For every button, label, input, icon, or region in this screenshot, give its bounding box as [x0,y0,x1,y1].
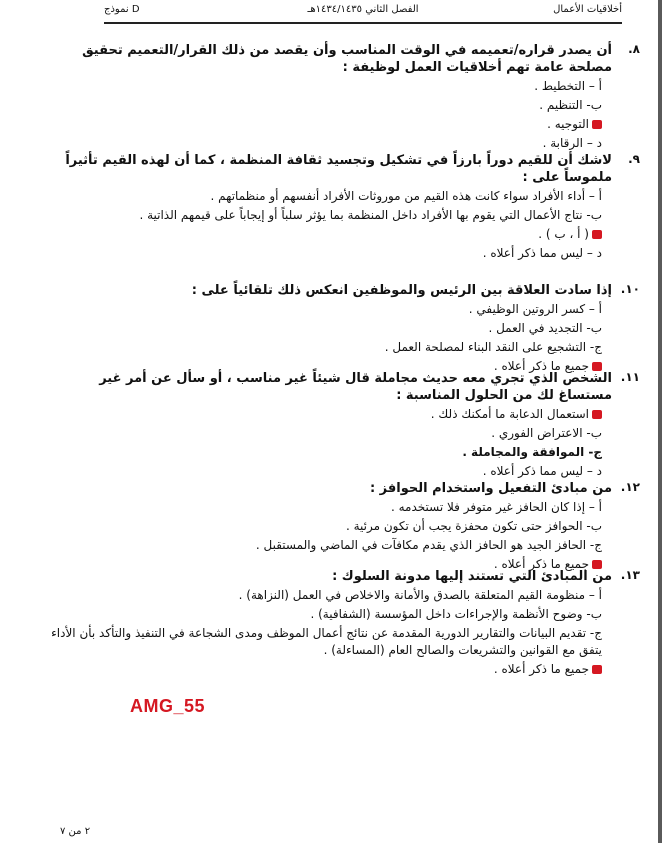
uploader-stamp: AMG_55 [130,696,206,716]
option-d[interactable] [50,135,602,152]
option-text: جميع ما ذكر أعلاه . [493,662,589,676]
option-text: ب- التنظيم . [539,98,602,112]
option-text: أ – أداء الأفراد سواء كانت هذه القيم من موروثات الأفراد أنفسهم أو منظماتهم . [210,189,602,203]
answer-marker-icon [592,665,602,674]
option-b[interactable] [50,425,602,442]
question-number: .١٢ [620,480,640,494]
option-c[interactable] [50,116,602,133]
option-b[interactable] [50,207,602,224]
option-c[interactable] [50,339,602,356]
question-stem: لاشك أن للقيم دوراً بارزاً في تشكيل وتجسيد ثقافة المنظمة ، كما أن لهذه القيم تأثيراً ملموساً على : [65,153,612,185]
question-stem: أن يصدر قراره/تعميمه في الوقت المناسب وأن يقصد من ذلك القرار/التعميم تحقيق مصلحة عامة تهم أخلاقيات العمل لوظيفة : [82,43,612,75]
option-a[interactable] [50,188,602,205]
page-number: ٢ من ٧ [60,826,91,837]
option-c[interactable] [50,226,602,243]
option-text: د – ليس مما ذكر أعلاه . [482,246,602,260]
question-number: .١٠ [620,282,640,296]
option-a[interactable] [50,587,602,604]
option-text: جميع ما ذكر أعلاه . [493,557,589,571]
question-number: .١٣ [620,568,640,582]
option-b[interactable] [50,518,602,535]
term-label: الفصل الثاني ١٤٣٤/١٤٣٥هـ [307,4,419,15]
option-text: أ – التخطيط . [534,79,602,93]
course-title: أخلاقيات الأعمال [553,4,622,15]
options-list [50,587,602,678]
option-a[interactable] [50,406,602,423]
option-text: ب- الحوافز حتى تكون محفزة يجب أن تكون مرئية . [345,519,602,533]
options-list [50,78,602,152]
option-text: ( أ ، ب ) . [538,227,589,241]
question-9 [50,152,640,264]
options-list [50,301,602,375]
page-edge [658,0,662,843]
options-list [50,406,602,480]
option-a[interactable] [50,301,602,318]
option-text: ب- الاعتراض الفوري . [491,426,602,440]
answer-marker-icon [592,410,602,419]
option-d[interactable] [50,463,602,480]
question-13 [50,568,640,680]
option-d[interactable] [50,245,602,262]
option-text: أ – كسر الروتين الوظيفي . [468,302,602,316]
question-number: .٩ [628,152,640,166]
option-a[interactable] [50,499,602,516]
option-a[interactable] [50,78,602,95]
option-text: ب- وضوح الأنظمة والإجراءات داخل المؤسسة (الشفافية) . [310,607,602,621]
question-8 [50,42,640,154]
answer-marker-icon [592,120,602,129]
option-c[interactable] [50,537,602,554]
answer-marker-icon [592,230,602,239]
question-stem: من المبادئ التي تستند إليها مدونة السلوك : [332,569,612,584]
option-d[interactable] [50,661,602,678]
option-b[interactable] [50,320,602,337]
options-list [50,188,602,262]
question-number: .١١ [620,370,640,384]
page-header [104,4,622,24]
question-stem: الشخص الذي تجري معه حديث مجاملة قال شيئاً غير مناسب ، أو سأل عن أمر غير مستساغ لك من الحلول المناسبة : [99,371,612,403]
option-text: ب- التجديد في العمل . [488,321,602,335]
option-text: استعمال الدعابة ما أمكنك ذلك . [430,407,589,421]
option-b[interactable] [50,97,602,114]
option-text: ج- التشجيع على النقد البناء لمصلحة العمل . [384,340,602,354]
options-list [50,499,602,573]
option-text: التوجيه . [547,117,589,131]
option-text: د – ليس مما ذكر أعلاه . [482,464,602,478]
question-11 [50,370,640,482]
option-text: جميع ما ذكر أعلاه . [493,359,589,373]
question-stem: إذا سادت العلاقة بين الرئيس والموظفين انعكس ذلك تلقائياً على : [191,283,612,298]
option-text: د – الرقابة . [542,136,602,150]
option-text: ج- الحافز الجيد هو الحافز الذي يقدم مكافآت في الماضي والمستقبل . [255,538,602,552]
option-text: ب- نتاج الأعمال التي يقوم بها الأفراد داخل المنظمة بما يؤثر سلباً أو إيجاباً على قيمهم الذاتية . [139,208,602,222]
question-stem: من مبادئ التفعيل واستخدام الحوافز : [369,481,612,496]
option-b[interactable] [50,606,602,623]
model-label: نموذج D [104,4,140,15]
option-text: ج- الموافقة والمجاملة . [462,445,602,459]
option-c[interactable] [50,444,602,461]
option-text: أ – إذا كان الحافز غير متوفر فلا تستخدمه . [390,500,602,514]
option-text: أ – منظومة القيم المتعلقة بالصدق والأمانة والاخلاص في العمل (النزاهة) . [238,588,602,602]
option-c[interactable] [50,625,602,659]
option-text: ج- تقديم البيانات والتقارير الدورية المقدمة عن نتائج أعمال الموظف ومدى الشجاعة في التنفيذ والتأكد بأن الأداء يتفق مع القوانين والتشريعات والصالح العام (المساءلة) . [51,626,602,657]
question-number: .٨ [628,42,640,56]
